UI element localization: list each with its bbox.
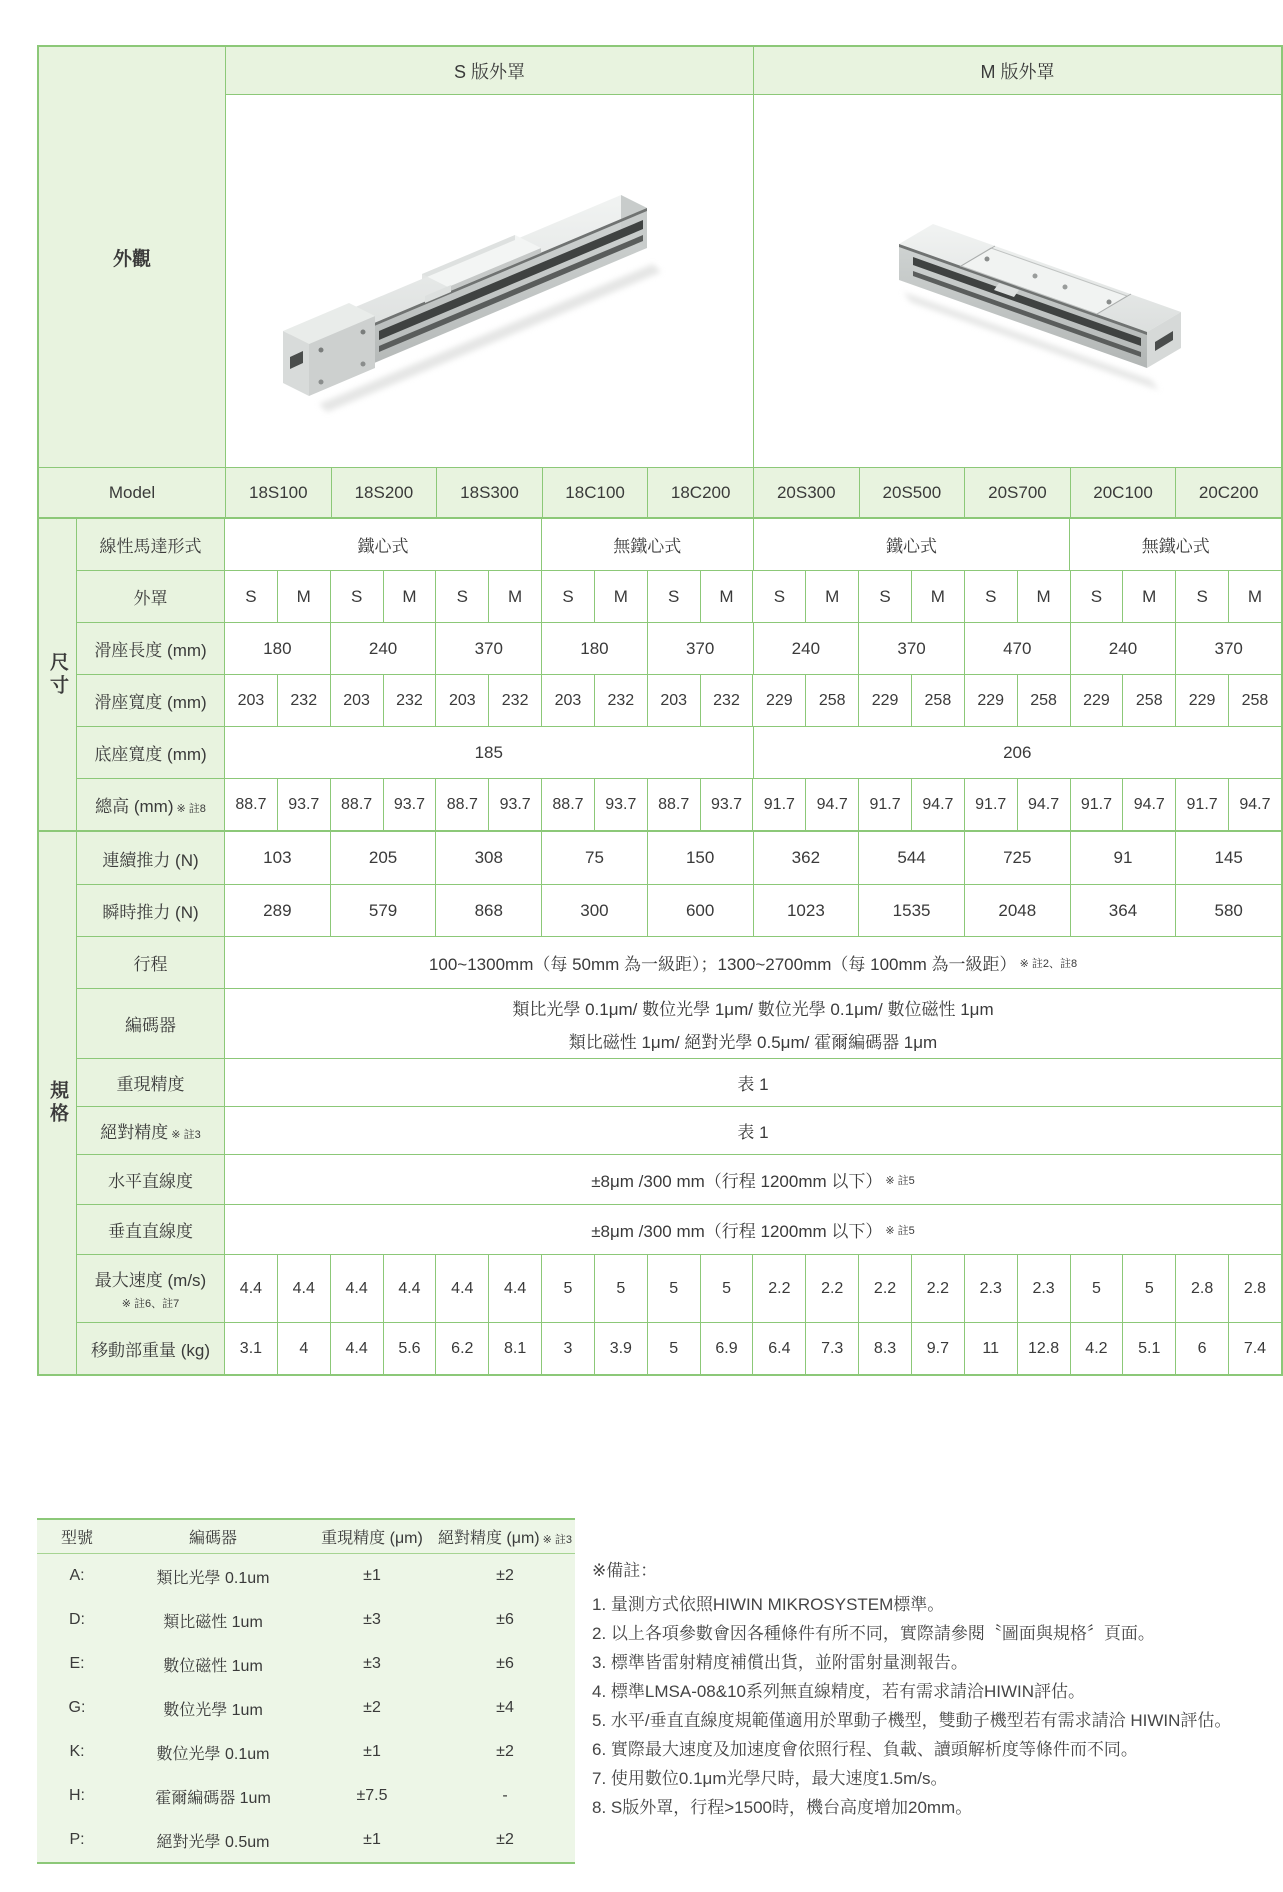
cover-cell: M <box>805 571 858 622</box>
m-cover-header: M 版外罩 <box>753 47 1281 94</box>
row-label: 垂直直線度 <box>77 1205 225 1254</box>
total-height-cell: 94.7 <box>1017 779 1070 830</box>
dims-section-label: 尺寸 <box>39 519 77 830</box>
horizontal-straightness-cell: ±8μm /300 mm（行程 1200mm 以下） ※ 註5 <box>591 1172 915 1191</box>
moving-weight-cell: 11 <box>964 1323 1017 1374</box>
cover-cell: S <box>752 571 805 622</box>
encoder-table-row <box>37 1642 575 1686</box>
header-absolute-accuracy: 絕對精度 (μm) ※ 註3 <box>437 1530 573 1547</box>
header-model: 型號 <box>60 1530 93 1547</box>
moving-weight-cell: 5.1 <box>1122 1323 1175 1374</box>
encoder-table-header <box>37 1520 575 1554</box>
slide-width-cell: 258 <box>805 675 858 726</box>
encoder-cell <box>225 989 1281 1058</box>
max-speed-cell: 5 <box>700 1255 753 1322</box>
total-height-cell: 93.7 <box>700 779 753 830</box>
cover-cell: M <box>488 571 541 622</box>
row-label: 滑座寬度 (mm) <box>77 675 225 726</box>
encoder-absolute-accuracy: ±6 <box>496 1611 514 1628</box>
remark-item: 6. 實際最大速度及加速度會依照行程、負載、讀頭解析度等條件而不同。 <box>592 1740 1138 1759</box>
encoder-table-row <box>37 1774 575 1818</box>
row-label: 行程 <box>77 937 225 988</box>
continuous-force-cell: 205 <box>330 832 436 884</box>
slide-width-cell: 203 <box>647 675 700 726</box>
cover-cell: S <box>858 571 911 622</box>
encoder-absolute-accuracy: ±6 <box>496 1655 514 1672</box>
note-ref: ※ 註5 <box>885 1174 915 1187</box>
model-cell: 18S100 <box>248 482 308 502</box>
cover-cell: S <box>1070 571 1123 622</box>
moving-weight-cell: 7.3 <box>805 1323 858 1374</box>
row-absolute-accuracy <box>77 1106 1281 1154</box>
encoder-repeatability: ±3 <box>363 1655 381 1672</box>
row-label: 總高 (mm) ※ 註8 <box>77 779 225 830</box>
encoder-type: 類比光學 0.1um <box>156 1569 270 1587</box>
repeatability-cell: 表 1 <box>737 1075 769 1094</box>
encoder-type: 數位磁性 1um <box>163 1657 263 1675</box>
model-cell: 18C100 <box>542 468 648 517</box>
m-cover-product-image <box>803 136 1233 426</box>
model-cell: 20S300 <box>753 468 859 517</box>
spec-table <box>37 45 1283 1376</box>
model-cell: 18C200 <box>647 468 753 517</box>
note-ref: ※ 註3 <box>171 1129 201 1141</box>
encoder-type: 數位光學 1um <box>163 1701 263 1719</box>
instant-force-cell: 1023 <box>753 885 859 936</box>
cover-cell: S <box>435 571 488 622</box>
max-speed-cell: 4.4 <box>330 1255 383 1322</box>
remark-item: 3. 標準皆雷射精度補償出貨，並附雷射量測報告。 <box>592 1653 968 1672</box>
vertical-straightness-cell: ±8μm /300 mm（行程 1200mm 以下） ※ 註5 <box>591 1222 915 1241</box>
row-slide-length <box>77 622 1281 674</box>
row-base-width <box>77 726 1281 778</box>
slide-width-cell: 229 <box>964 675 1017 726</box>
max-speed-cell: 2.3 <box>1017 1255 1070 1322</box>
total-height-cell: 94.7 <box>911 779 964 830</box>
encoder-model-code: G: <box>68 1699 86 1716</box>
moving-weight-cell: 5 <box>647 1323 700 1374</box>
moving-weight-cell: 8.1 <box>488 1323 541 1374</box>
row-total-height <box>77 778 1281 830</box>
total-height-cell: 88.7 <box>647 779 700 830</box>
product-image-row <box>226 95 1281 467</box>
slide-width-cell: 258 <box>911 675 964 726</box>
encoder-model-code: A: <box>69 1567 85 1584</box>
cover-cell: S <box>330 571 383 622</box>
appearance-block <box>39 47 1281 467</box>
encoder-absolute-accuracy: - <box>502 1787 508 1804</box>
s-cover-product-image <box>275 126 705 436</box>
encoder-absolute-accuracy: ±2 <box>496 1831 514 1848</box>
moving-weight-cell: 4 <box>277 1323 330 1374</box>
max-speed-cell: 4.4 <box>435 1255 488 1322</box>
encoder-table-row <box>37 1554 575 1598</box>
base-width-cell: 206 <box>753 727 1282 778</box>
slide-width-cell: 203 <box>435 675 488 726</box>
continuous-force-cell: 75 <box>541 832 647 884</box>
row-label: 底座寬度 (mm) <box>77 727 225 778</box>
row-vertical-straightness <box>77 1204 1281 1254</box>
slide-width-cell: 232 <box>700 675 753 726</box>
row-motor-type <box>77 519 1281 570</box>
total-height-cell: 94.7 <box>805 779 858 830</box>
encoder-accuracy-table <box>37 1518 575 1864</box>
moving-weight-cell: 5.6 <box>383 1323 436 1374</box>
row-label: 絕對精度 ※ 註3 <box>77 1107 225 1154</box>
moving-weight-cell: 12.8 <box>1017 1323 1070 1374</box>
cover-cell: S <box>1175 571 1228 622</box>
moving-weight-cell: 4.4 <box>330 1323 383 1374</box>
cover-header-row <box>226 47 1281 95</box>
instant-force-cell: 1535 <box>858 885 964 936</box>
model-cell: 18S300 <box>436 468 542 517</box>
total-height-cell: 93.7 <box>488 779 541 830</box>
slide-length-cell: 370 <box>858 623 964 674</box>
row-label: 連續推力 (N) <box>77 832 225 884</box>
moving-weight-cell: 6.2 <box>435 1323 488 1374</box>
total-height-cell: 88.7 <box>235 795 267 813</box>
s-cover-image-cell <box>226 95 753 467</box>
instant-force-cell: 364 <box>1070 885 1176 936</box>
max-speed-cell: 2.2 <box>752 1255 805 1322</box>
cover-cell: M <box>1017 571 1070 622</box>
motor-type-cell: 無鐵心式 <box>541 519 753 570</box>
slide-width-cell: 229 <box>858 675 911 726</box>
row-moving-weight <box>77 1322 1281 1374</box>
note-ref: ※ 註8 <box>176 803 206 815</box>
appearance-label-cell <box>39 47 226 467</box>
encoder-type: 類比磁性 1um <box>163 1613 263 1631</box>
encoder-type: 絕對光學 0.5um <box>156 1833 270 1851</box>
total-height-cell: 93.7 <box>594 779 647 830</box>
row-slide-width <box>77 674 1281 726</box>
appearance-label: 外觀 <box>112 248 151 270</box>
motor-type-cell: 鐵心式 <box>357 537 409 556</box>
cover-cell: M <box>383 571 436 622</box>
motor-type-cell: 鐵心式 <box>753 519 1070 570</box>
remark-item: 5. 水平/垂直直線度規範僅適用於單動子機型，雙動子機型若有需求請洽 HIWIN評估。 <box>592 1711 1232 1730</box>
cover-cell: M <box>277 571 330 622</box>
row-label: 外罩 <box>77 571 225 622</box>
encoder-model-code: D: <box>69 1611 85 1628</box>
row-repeatability <box>77 1058 1281 1106</box>
dimensions-section <box>39 517 1281 830</box>
max-speed-cell: 4.4 <box>383 1255 436 1322</box>
slide-length-cell: 470 <box>964 623 1070 674</box>
note-ref: ※ 註6、註7 <box>121 1298 180 1310</box>
encoder-type: 數位光學 0.1um <box>156 1745 270 1763</box>
total-height-cell: 91.7 <box>1175 779 1228 830</box>
slide-width-cell: 229 <box>752 675 805 726</box>
total-height-cell: 93.7 <box>383 779 436 830</box>
continuous-force-cell: 150 <box>647 832 753 884</box>
cover-cell: M <box>1122 571 1175 622</box>
continuous-force-cell: 103 <box>263 848 292 867</box>
instant-force-cell: 289 <box>263 900 292 920</box>
total-height-cell: 91.7 <box>964 779 1017 830</box>
instant-force-cell: 868 <box>435 885 541 936</box>
max-speed-cell: 4.4 <box>277 1255 330 1322</box>
encoder-table-row <box>37 1686 575 1730</box>
max-speed-cell: 4.4 <box>488 1255 541 1322</box>
row-label: 重現精度 <box>77 1059 225 1106</box>
row-label: 移動部重量 (kg) <box>77 1323 225 1374</box>
model-cell: 20C200 <box>1175 468 1281 517</box>
max-speed-cell: 5 <box>1122 1255 1175 1322</box>
model-cell: 20S500 <box>859 468 965 517</box>
slide-width-cell: 232 <box>277 675 330 726</box>
slide-width-cell: 203 <box>330 675 383 726</box>
slide-length-cell: 180 <box>541 623 647 674</box>
row-label: 最大速度 (m/s) ※ 註6、註7 <box>77 1255 225 1322</box>
continuous-force-cell: 362 <box>753 832 859 884</box>
slide-length-cell: 370 <box>435 623 541 674</box>
s-cover-header: S 版外罩 <box>453 61 525 82</box>
row-label: 線性馬達形式 <box>77 519 225 570</box>
specs-section <box>39 830 1281 1374</box>
cover-cell: S <box>245 586 257 606</box>
moving-weight-cell: 3 <box>541 1323 594 1374</box>
slide-width-cell: 258 <box>1228 675 1281 726</box>
encoder-absolute-accuracy: ±2 <box>496 1567 514 1584</box>
slide-length-cell: 240 <box>1070 623 1176 674</box>
max-speed-cell: 4.4 <box>239 1279 263 1297</box>
continuous-force-cell: 544 <box>858 832 964 884</box>
model-cell: 18S200 <box>331 468 437 517</box>
remark-item: 8. S版外罩，行程>1500時，機台高度增加20mm。 <box>592 1798 973 1817</box>
instant-force-cell: 300 <box>541 885 647 936</box>
slide-length-cell: 370 <box>1175 623 1281 674</box>
encoder-model-code: P: <box>69 1831 85 1848</box>
header-repeatability: 重現精度 (μm) <box>321 1530 423 1547</box>
motor-type-cell: 無鐵心式 <box>1069 519 1281 570</box>
encoder-repeatability: ±7.5 <box>356 1787 388 1804</box>
moving-weight-cell: 6.9 <box>700 1323 753 1374</box>
max-speed-cell: 5 <box>647 1255 700 1322</box>
slide-width-cell: 258 <box>1122 675 1175 726</box>
slide-width-cell: 203 <box>237 691 265 709</box>
max-speed-cell: 5 <box>541 1255 594 1322</box>
cover-cell: S <box>964 571 1017 622</box>
encoder-model-code: K: <box>69 1743 85 1760</box>
encoder-repeatability: ±3 <box>363 1611 381 1628</box>
max-speed-cell: 2.2 <box>805 1255 858 1322</box>
encoder-absolute-accuracy: ±2 <box>496 1743 514 1760</box>
model-row <box>39 467 1281 517</box>
slide-length-cell: 180 <box>263 638 292 658</box>
encoder-table-row <box>37 1730 575 1774</box>
cover-cell: S <box>541 571 594 622</box>
slide-length-cell: 240 <box>753 623 859 674</box>
total-height-cell: 93.7 <box>277 779 330 830</box>
remarks-block <box>592 1556 1282 1822</box>
encoder-repeatability: ±1 <box>363 1831 381 1848</box>
max-speed-cell: 5 <box>1070 1255 1123 1322</box>
total-height-cell: 94.7 <box>1228 779 1281 830</box>
slide-width-cell: 258 <box>1017 675 1070 726</box>
encoder-model-code: H: <box>69 1787 85 1804</box>
row-label: 水平直線度 <box>77 1155 225 1204</box>
slide-width-cell: 232 <box>594 675 647 726</box>
continuous-force-cell: 725 <box>964 832 1070 884</box>
remark-item: 2. 以上各項參數會因各種條件有所不同，實際請參閱〝圖面與規格〞頁面。 <box>592 1624 1155 1643</box>
moving-weight-cell: 9.7 <box>911 1323 964 1374</box>
encoder-repeatability: ±2 <box>363 1699 381 1716</box>
moving-weight-cell: 4.2 <box>1070 1323 1123 1374</box>
moving-weight-cell: 8.3 <box>858 1323 911 1374</box>
continuous-force-cell: 91 <box>1070 832 1176 884</box>
total-height-cell: 88.7 <box>330 779 383 830</box>
remark-item: 4. 標準LMSA-08&10系列無直線精度，若有需求請洽HIWIN評估。 <box>592 1682 1086 1701</box>
row-horizontal-straightness <box>77 1154 1281 1204</box>
max-speed-cell: 2.2 <box>911 1255 964 1322</box>
instant-force-cell: 580 <box>1175 885 1281 936</box>
total-height-cell: 91.7 <box>752 779 805 830</box>
m-cover-image-cell <box>753 95 1281 467</box>
model-label: Model <box>39 468 226 517</box>
row-max-speed <box>77 1254 1281 1322</box>
remarks-title: ※備註： <box>592 1561 658 1580</box>
slide-width-cell: 229 <box>1175 675 1228 726</box>
moving-weight-cell: 6.4 <box>752 1323 805 1374</box>
encoder-type: 霍爾編碼器 1um <box>155 1789 271 1807</box>
slide-width-cell: 232 <box>383 675 436 726</box>
stroke-cell: 100~1300mm（每 50mm 為一級距）；1300~2700mm（每 100mm 為一級距） ※ 註2、註8 <box>428 955 1078 974</box>
slide-width-cell: 232 <box>488 675 541 726</box>
total-height-cell: 88.7 <box>435 779 488 830</box>
model-cell: 20C100 <box>1070 468 1176 517</box>
encoder-repeatability: ±1 <box>363 1743 381 1760</box>
encoder-absolute-accuracy: ±4 <box>496 1699 514 1716</box>
remark-item: 7. 使用數位0.1μm光學尺時，最大速度1.5m/s。 <box>592 1769 948 1788</box>
row-encoder <box>77 988 1281 1058</box>
cover-cell: M <box>1228 571 1281 622</box>
cover-cell: M <box>911 571 964 622</box>
max-speed-cell: 2.2 <box>858 1255 911 1322</box>
note-ref: ※ 註2、註8 <box>1019 957 1078 970</box>
remark-item: 1. 量測方式依照HIWIN MIKROSYSTEM標準。 <box>592 1595 945 1614</box>
slide-length-cell: 240 <box>330 623 436 674</box>
encoder-repeatability: ±1 <box>363 1567 381 1584</box>
total-height-cell: 91.7 <box>1070 779 1123 830</box>
total-height-cell: 88.7 <box>541 779 594 830</box>
moving-weight-cell: 3.9 <box>594 1323 647 1374</box>
header-encoder: 編碼器 <box>188 1530 237 1547</box>
slide-width-cell: 203 <box>541 675 594 726</box>
instant-force-cell: 2048 <box>964 885 1070 936</box>
row-instant-force <box>77 884 1281 936</box>
moving-weight-cell: 3.1 <box>239 1339 263 1357</box>
slide-length-cell: 370 <box>647 623 753 674</box>
continuous-force-cell: 145 <box>1175 832 1281 884</box>
row-cover <box>77 570 1281 622</box>
encoder-table-row <box>37 1818 575 1862</box>
specs-section-label: 規格 <box>39 832 77 1374</box>
cover-cell: S <box>647 571 700 622</box>
max-speed-cell: 2.3 <box>964 1255 1017 1322</box>
total-height-cell: 91.7 <box>858 779 911 830</box>
moving-weight-cell: 7.4 <box>1228 1323 1281 1374</box>
absolute-accuracy-cell: 表 1 <box>737 1123 769 1142</box>
max-speed-cell: 2.8 <box>1228 1255 1281 1322</box>
row-label: 瞬時推力 (N) <box>77 885 225 936</box>
encoder-line1: 類比光學 0.1μm/ 數位光學 1μm/ 數位光學 0.1μm/ 數位磁性 1μm <box>512 999 994 1019</box>
moving-weight-cell: 6 <box>1175 1323 1228 1374</box>
continuous-force-cell: 308 <box>435 832 541 884</box>
slide-width-cell: 229 <box>1070 675 1123 726</box>
row-label: 滑座長度 (mm) <box>77 623 225 674</box>
row-stroke <box>77 936 1281 988</box>
max-speed-cell: 2.8 <box>1175 1255 1228 1322</box>
note-ref: ※ 註5 <box>885 1224 915 1237</box>
base-width-cell: 185 <box>474 742 503 762</box>
row-label: 編碼器 <box>77 989 225 1058</box>
note-ref: ※ 註3 <box>542 1534 573 1546</box>
instant-force-cell: 579 <box>330 885 436 936</box>
cover-cell: M <box>700 571 753 622</box>
encoder-model-code: E: <box>69 1655 85 1672</box>
encoder-line2: 類比磁性 1μm/ 絕對光學 0.5μm/ 霍爾編碼器 1μm <box>568 1032 938 1052</box>
cover-cell: M <box>594 571 647 622</box>
max-speed-cell: 5 <box>594 1255 647 1322</box>
encoder-table-row <box>37 1598 575 1642</box>
model-cell: 20S700 <box>964 468 1070 517</box>
instant-force-cell: 600 <box>647 885 753 936</box>
row-continuous-force <box>77 832 1281 884</box>
total-height-cell: 94.7 <box>1122 779 1175 830</box>
